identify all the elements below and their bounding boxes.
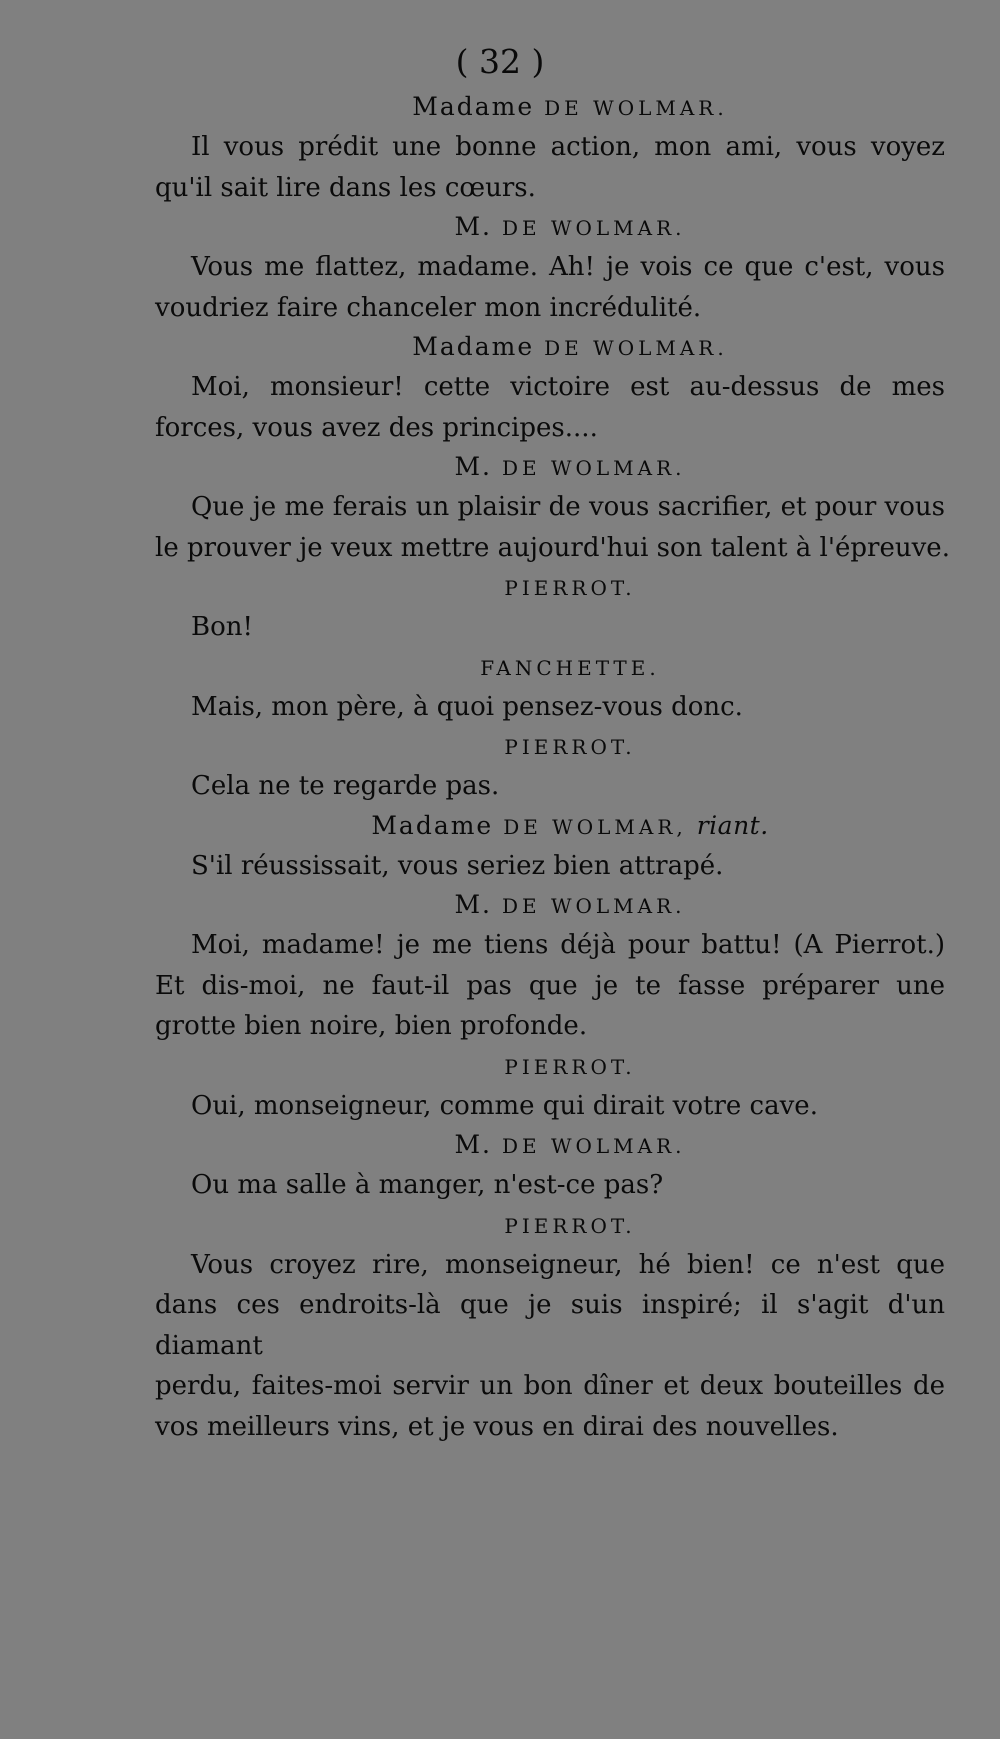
speaker-name: PIERROT. — [504, 735, 636, 759]
speaker-heading — [155, 88, 945, 127]
dialogue-line: Il vous prédit une bonne action, mon ami, vous voyez — [191, 132, 945, 162]
speaker-title: Madame — [412, 332, 535, 361]
speaker-name: DE WOLMAR. — [501, 894, 686, 918]
dialogue-line: grotte bien noire, bien profonde. — [155, 1011, 588, 1041]
dialogue-line: Que je me ferais un plaisir de vous sacrifier, et pour vous — [191, 492, 945, 522]
dialogue-line: perdu, faites-moi servir un bon dîner et deux bouteilles de — [155, 1371, 945, 1401]
dialogue-line: Vous me flattez, madame. Ah! je vois ce que c'est, vous — [191, 252, 945, 282]
speaker-name: DE WOLMAR, — [503, 814, 687, 839]
speaker-heading — [155, 208, 945, 247]
speaker-name: PIERROT. — [504, 1054, 636, 1079]
dialogue-line: Cela ne te regarde pas. — [191, 771, 500, 801]
speaker-heading — [155, 727, 945, 766]
stage-direction: riant. — [696, 810, 769, 840]
speaker-name: DE WOLMAR. — [501, 456, 686, 480]
speaker-heading — [155, 886, 945, 925]
speaker-name: DE WOLMAR. — [501, 1134, 686, 1158]
speaker-heading — [155, 448, 945, 487]
dialogue-line: Moi, madame! je me tiens déjà pour battu! (A Pierrot.) — [191, 930, 945, 960]
speaker-heading — [155, 648, 945, 687]
dialogue-line: qu'il sait lire dans les cœurs. — [155, 172, 536, 203]
speaker-name: DE WOLMAR. — [544, 336, 728, 360]
dialogue-line: Et dis-moi, ne faut-il pas que je te fasse préparer une — [155, 970, 945, 1001]
dialogue-line: vos meilleurs vins, et je vous en dirai des nouvelles. — [155, 1411, 839, 1442]
dialogue-line: Bon! — [191, 612, 253, 642]
speaker-name: PIERROT. — [504, 1213, 636, 1238]
speaker-heading — [155, 1206, 945, 1245]
speaker-heading — [155, 807, 945, 846]
dialogue-line: S'il réussissait, vous seriez bien attrapé. — [191, 850, 724, 881]
speaker-title: M. — [454, 452, 492, 481]
dialogue-line: forces, vous avez des principes.... — [155, 412, 598, 443]
speaker-title: Madame — [412, 92, 535, 121]
speaker-title: M. — [454, 1130, 492, 1159]
play-text — [155, 88, 950, 1447]
dialogue-line: dans ces endroits-là que je suis inspiré; il s'agit d'un diamant — [155, 1290, 945, 1361]
page-number: ( 32 ) — [455, 42, 545, 81]
dialogue-line: Mais, mon père, à quoi pensez-vous donc. — [191, 691, 743, 722]
dialogue-line: voudriez faire chanceler mon incrédulité. — [155, 292, 702, 323]
speaker-heading — [155, 568, 945, 607]
speaker-heading — [155, 328, 945, 367]
speaker-title: Madame — [371, 810, 494, 840]
speaker-name: FANCHETTE. — [480, 655, 660, 680]
speaker-heading — [155, 1126, 945, 1165]
dialogue-line: Vous croyez rire, monseigneur, hé bien! ce n'est que — [191, 1249, 945, 1280]
dialogue-line: Oui, monseigneur, comme qui dirait votre cave. — [191, 1090, 818, 1121]
speaker-title: M. — [454, 212, 492, 241]
speaker-heading — [155, 1047, 945, 1086]
speaker-name: PIERROT. — [504, 576, 636, 600]
speaker-name: DE WOLMAR. — [544, 96, 728, 120]
dialogue-line: Moi, monsieur! cette victoire est au-dessus de mes — [191, 372, 945, 402]
dialogue-line: le prouver je veux mettre aujourd'hui son talent à l'épreuve. — [155, 532, 950, 563]
dialogue-line: Ou ma salle à manger, n'est-ce pas? — [191, 1170, 664, 1200]
speaker-name: DE WOLMAR. — [501, 216, 686, 240]
speaker-title: M. — [454, 890, 492, 919]
